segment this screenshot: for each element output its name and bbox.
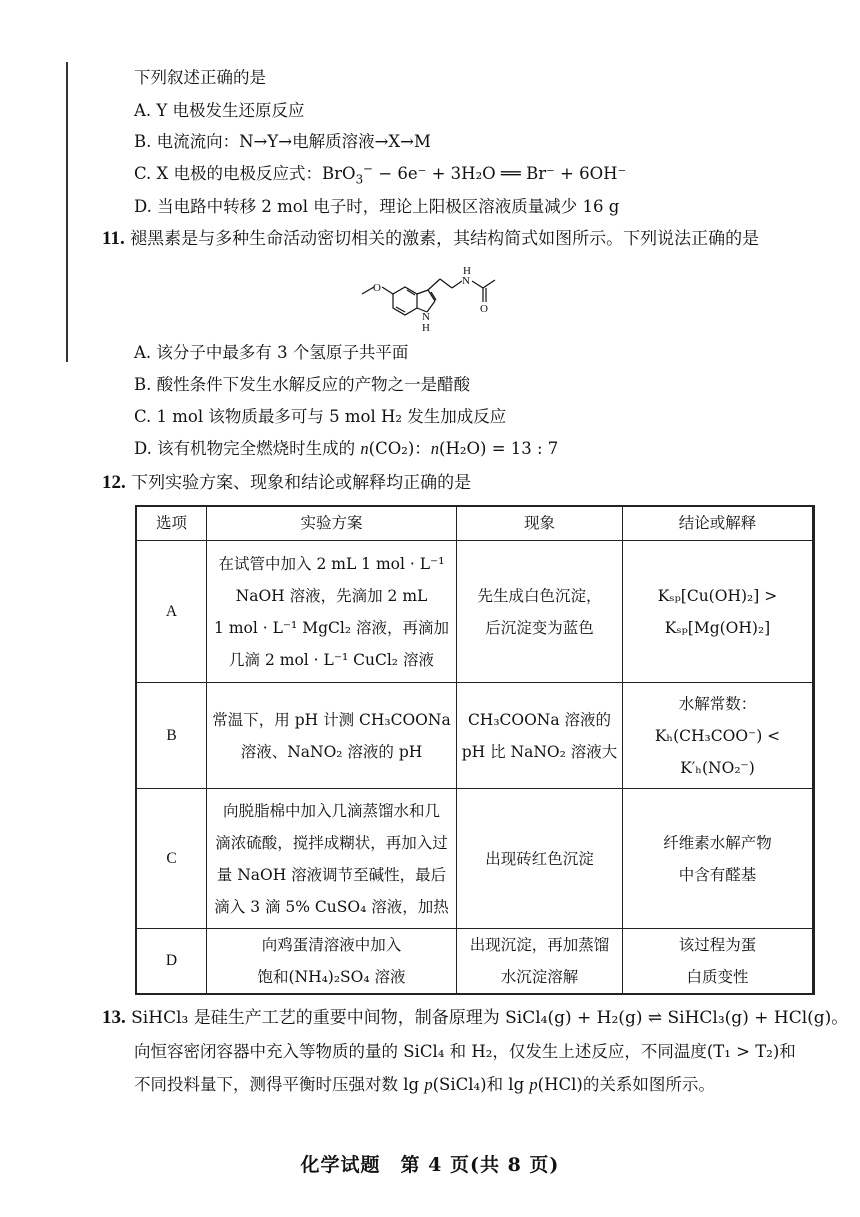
structure-h-top: H (463, 265, 471, 277)
q11-option-d-mid: (CO₂)： (368, 439, 431, 458)
q10-option-c-pre: C. X 电极的电极反应式：BrO (134, 164, 356, 183)
row-plan (207, 683, 457, 789)
q10-option-c-sup: − (363, 161, 374, 176)
q10-option-a: A. Y 电极发生还原反应 (134, 101, 305, 120)
conclusion-line: Kₕ(CH₃COO⁻) < (654, 726, 781, 745)
plan-line: 饱和(NH₄)₂SO₄ 溶液 (257, 968, 406, 986)
q13-line-2: 向恒容密闭容器中充入等物质的量的 SiCl₄ 和 H₂，仅发生上述反应，不同温度(T₁ > T₂)和 (134, 1042, 796, 1061)
q13-line-3 (134, 1073, 715, 1097)
structure-carbonyl-o: O (480, 303, 488, 315)
plan-line: NaOH 溶液，先滴加 2 mL (235, 586, 428, 605)
q13-text-1: SiHCl₃ 是硅生产工艺的重要中间物，制备原理为 SiCl₄(g) + H₂(g) ⇌ SiHCl₃(g) + HCl(g)。 (131, 1008, 849, 1028)
header-plan: 实验方案 (207, 507, 457, 541)
row-conclusion (623, 683, 813, 789)
q11-option-b: B. 酸性条件下发生水解反应的产物之一是醋酸 (134, 375, 471, 394)
q13-number: 13. (102, 1007, 126, 1028)
q11-option-d (134, 437, 558, 461)
q11-option-d-n1: n (360, 439, 369, 458)
structure-nh-label: N (462, 275, 470, 287)
q13-line-1 (102, 1006, 848, 1030)
header-conclusion: 结论或解释 (623, 507, 813, 541)
melatonin-structure (360, 262, 540, 334)
header-phenomenon: 现象 (457, 507, 623, 541)
conclusion-line: 水解常数： (678, 694, 757, 713)
row-conclusion (623, 929, 813, 994)
conclusion-line: 中含有醛基 (678, 865, 757, 884)
row-label: A (137, 541, 207, 683)
plan-line: 向脱脂棉中加入几滴蒸馏水和几 (222, 801, 440, 820)
conclusion-line: 白质变性 (686, 968, 749, 986)
row-label: B (137, 683, 207, 789)
experiment-table (136, 506, 813, 994)
q11-option-d-pre: D. 该有机物完全燃烧时生成的 (134, 439, 361, 458)
q10-option-c (134, 162, 626, 186)
plan-line: 几滴 2 mol · L⁻¹ CuCl₂ 溶液 (229, 650, 434, 669)
row-label: D (137, 929, 207, 994)
table-row (137, 683, 813, 789)
table-header-row (137, 507, 813, 541)
row-plan (207, 541, 457, 683)
structure-o-label: O (373, 282, 381, 294)
phenomenon-line: 出现砖红色沉淀 (485, 849, 594, 868)
plan-line: 滴浓硫酸，搅拌成糊状，再加入过 (215, 833, 448, 852)
table-row (137, 541, 813, 683)
plan-line: 溶液、NaNO₂ 溶液的 pH (240, 742, 423, 761)
q13-line-3-post: (HCl)的关系如图所示。 (537, 1075, 715, 1094)
q11-stem-line (102, 227, 759, 251)
row-phenomenon (457, 683, 623, 789)
conclusion-line: K′ₕ(NO₂⁻) (680, 758, 755, 777)
q11-option-a: A. 该分子中最多有 3 个氢原子共平面 (134, 343, 409, 362)
structure-ring-n: N (422, 311, 430, 323)
phenomenon-line: 出现沉淀，再加蒸馏 (469, 936, 610, 954)
conclusion-line: Kₛₚ[Mg(OH)₂] (664, 618, 771, 637)
plan-line: 滴入 3 滴 5% CuSO₄ 溶液，加热 (214, 897, 449, 916)
row-conclusion (623, 541, 813, 683)
q12-stem-line (102, 471, 471, 495)
q10-option-c-post: − 6e⁻ + 3H₂O ══ Br⁻ + 6OH⁻ (373, 164, 627, 183)
q13-line-3-p2: p (529, 1075, 538, 1094)
row-conclusion (623, 789, 813, 929)
conclusion-line: Kₛₚ[Cu(OH)₂] > (657, 586, 778, 605)
row-plan (207, 789, 457, 929)
phenomenon-line: 水沉淀溶解 (500, 968, 579, 986)
row-label: C (137, 789, 207, 929)
conclusion-line: 该过程为蛋 (678, 936, 757, 954)
q10-option-c-sub: 3 (355, 172, 364, 187)
plan-line: 1 mol · L⁻¹ MgCl₂ 溶液，再滴加 (214, 618, 449, 637)
q11-number: 11. (102, 228, 125, 249)
phenomenon-line: 后沉淀变为蓝色 (485, 618, 594, 637)
plan-line: 常温下，用 pH 计测 CH₃COONa (212, 710, 451, 729)
plan-line: 量 NaOH 溶液调节至碱性，最后 (216, 865, 447, 884)
q10-stem: 下列叙述正确的是 (134, 68, 266, 87)
phenomenon-line: CH₃COONa 溶液的 (467, 710, 612, 729)
header-option: 选项 (137, 507, 207, 541)
margin-rule (66, 62, 68, 362)
plan-line: 在试管中加入 2 mL 1 mol · L⁻¹ (218, 554, 445, 573)
page-footer: 化学试题 第 4 页(共 8 页) (300, 1154, 560, 1176)
structure-ring-h: H (422, 322, 430, 334)
q10-option-b: B. 电流流向：N→Y→电解质溶液→X→M (134, 132, 431, 151)
plan-line: 向鸡蛋清溶液中加入 (261, 936, 402, 954)
q11-option-d-post: (H₂O) = 13 : 7 (439, 439, 559, 458)
q10-option-d: D. 当电路中转移 2 mol 电子时，理论上阳极区溶液质量减少 16 g (134, 197, 620, 216)
q11-option-c: C. 1 mol 该物质最多可与 5 mol H₂ 发生加成反应 (134, 407, 507, 426)
phenomenon-line: 先生成白色沉淀， (477, 586, 602, 605)
row-phenomenon (457, 929, 623, 994)
q13-line-3-mid: (SiCl₄)和 lg (432, 1075, 530, 1094)
q11-option-d-n2: n (430, 439, 440, 458)
q12-number: 12. (102, 472, 126, 493)
conclusion-line: 纤维素水解产物 (663, 833, 772, 852)
phenomenon-line: pH 比 NaNO₂ 溶液大 (461, 742, 618, 761)
q12-stem: 下列实验方案、现象和结论或解释均正确的是 (131, 473, 472, 493)
q13-line-3-p1: p (424, 1075, 433, 1094)
row-phenomenon (457, 541, 623, 683)
q11-stem: 褪黑素是与多种生命活动密切相关的激素，其结构简式如图所示。下列说法正确的是 (130, 229, 760, 249)
q13-line-3-pre: 不同投料量下，测得平衡时压强对数 lg (134, 1075, 425, 1094)
table-row (137, 789, 813, 929)
table-row (137, 929, 813, 994)
row-plan (207, 929, 457, 994)
row-phenomenon (457, 789, 623, 929)
